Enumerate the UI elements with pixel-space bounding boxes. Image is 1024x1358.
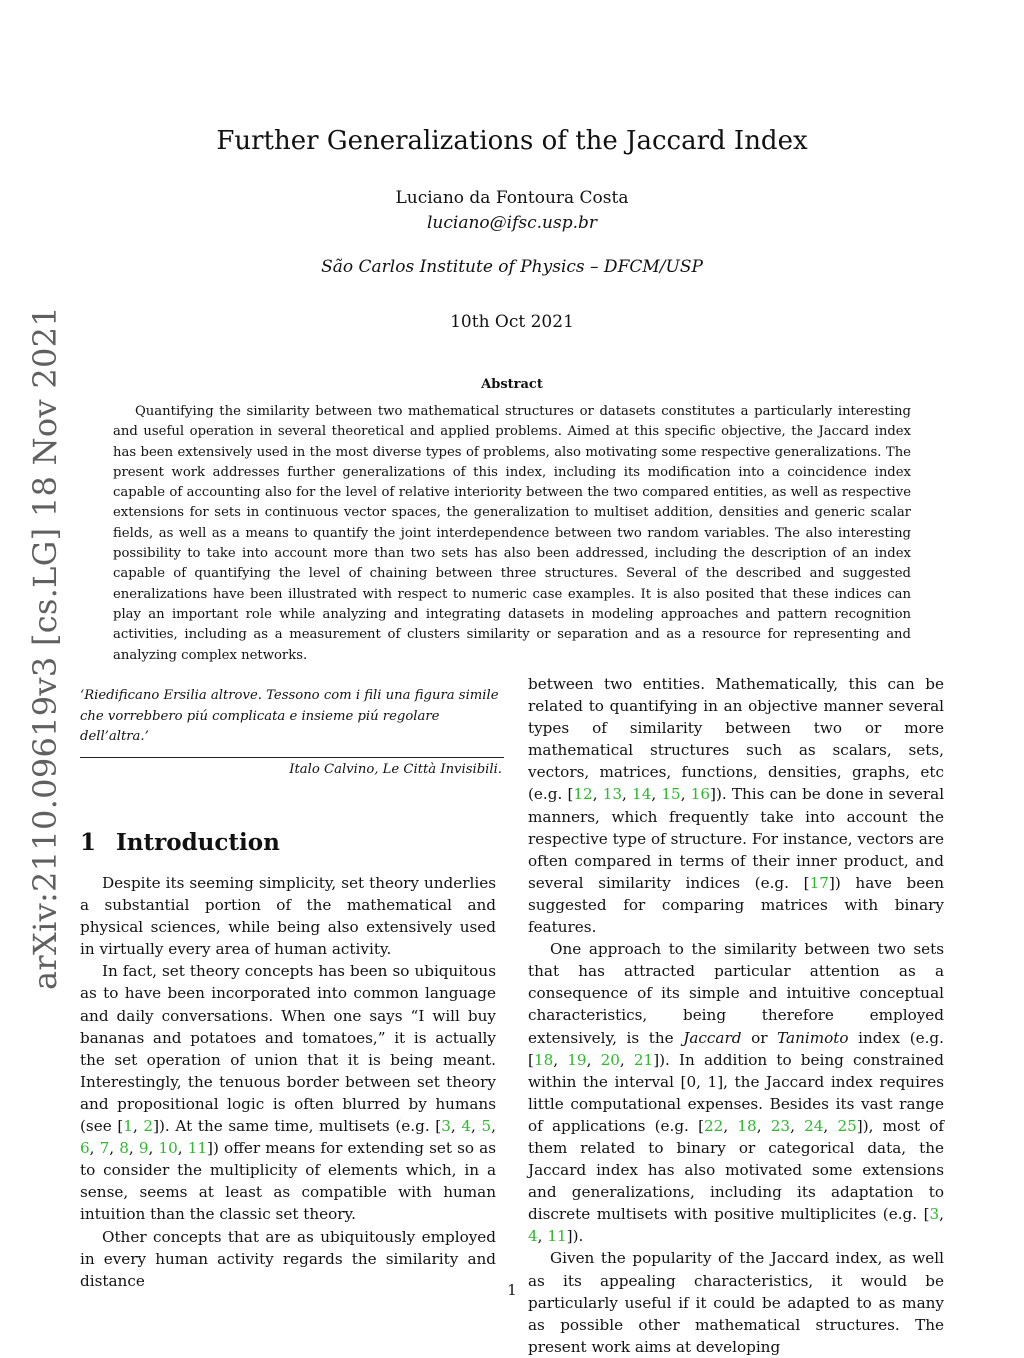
right-column: [528, 673, 944, 1358]
citation-link[interactable]: 8: [119, 1139, 129, 1158]
paragraph-text: ]). In addition to being constrained within the interval [0, 1], the Jaccard index requires little computational expenses. Besides its vast range of applications (e.g. [: [528, 1050, 944, 1135]
citation-link[interactable]: 12: [573, 785, 593, 804]
paragraph-text: or: [741, 1028, 778, 1047]
citation-group: 1, 2: [123, 1117, 154, 1136]
citation-link[interactable]: 4: [528, 1227, 538, 1246]
citation-link[interactable]: 22: [704, 1116, 724, 1135]
epigraph-attribution: Italo Calvino, Le Città Invisibili.: [289, 762, 502, 777]
paragraph: Other concepts that are as ubiquitously employed in every human activity regards the similarity and distance: [80, 1227, 496, 1290]
citation-link[interactable]: 20: [600, 1050, 620, 1069]
citation-link[interactable]: 7: [99, 1139, 110, 1158]
citation-link[interactable]: 6: [80, 1139, 90, 1158]
paragraph-text: ]), most of them related to binary or categorical data, the Jaccard index has also motivated some extensions and generalizations, including its adaptation to discrete multisets with positive multiplicites (e.g. [: [528, 1116, 945, 1224]
citation-link[interactable]: 13: [602, 785, 623, 804]
paragraph: Despite its seeming simplicity, set theory underlies a substantial portion of the mathematical and physical sciences, while being also extensively used in virtually every area of human activity.: [80, 874, 496, 959]
citation-link[interactable]: 9: [138, 1139, 149, 1158]
citation-group: 12, 13, 14, 15, 16: [573, 785, 711, 804]
paragraph: [528, 938, 944, 1247]
left-column: [80, 872, 496, 1292]
page-number: 1: [507, 1281, 517, 1299]
citation-group: [810, 874, 829, 892]
paragraph-text: ]) have been suggested for comparing matrices with binary features.: [528, 873, 944, 937]
citation-link[interactable]: 24: [804, 1116, 824, 1135]
citation-link[interactable]: 21: [633, 1050, 654, 1069]
author-name: Luciano da Fontoura Costa: [395, 188, 629, 208]
citation-link[interactable]: 5: [481, 1117, 492, 1136]
epigraph-quote: ‘Riedificano Ersilia altrove. Tessono com i fili una figura simile che vorrebbero piú complicata e insieme piú regolare dell’altra.’: [80, 688, 499, 744]
paragraph-text: ]) offer means for extending set so as to consider the multiplicity of elements which, in a sense, seems at least as compatible with human intuition than the classic set theory.: [80, 1139, 497, 1224]
section-heading: [80, 829, 280, 856]
paragraph-text: One approach to the similarity between two sets that has attracted particular attention as a consequence of its simple and intuitive conceptual characteristics, being therefore employed extensively, is the: [528, 940, 944, 1047]
citation-link[interactable]: 3: [441, 1117, 451, 1136]
arxiv-identifier: [20, 305, 70, 990]
citation-link[interactable]: 18: [737, 1116, 757, 1135]
paragraph-text: between two entities. Mathematically, this can be related to quantifying in an objective manner several types of similarity between two or more mathematical structures such as scalars, sets, vectors, matrices, functions, densities, graphs, etc (e.g. [: [528, 675, 944, 804]
abstract-text: Quantifying the similarity between two mathematical structures or datasets constitutes a particularly interesting and useful operation in several theoretical and applied problems. Aimed at this specific objective, the Jaccard index has been extensively used in the most diverse types of problems, also motivating some respective generalizations. The present work addresses further generalizations of this index, including its modification into a coincidence index capable of accounting also for the level of relative interiority between the two compared entities, as well as respective extensions for sets in continuous vector spaces, the generalization to multiset addition, densities and generic scalar fields, as well as a means to quantify the joint interdependence between two random variables. The also interesting possibility to take into account more than two sets has also been addressed, including the description of an index capable of quantifying the level of chaining between three structures. Several of the described and suggested eneralizations have been illustrated with respect to numeric case examples. It is also posited that these indices can play an important role while analyzing and integrating datasets in modeling approaches and pattern recognition activities, including as a measurement of clusters similarity or separation and as a resource for representing and analyzing complex networks.: [113, 404, 911, 663]
citation-link[interactable]: 3: [929, 1205, 940, 1224]
citation-group: 22, 18, 23, 24, 25: [704, 1116, 857, 1135]
paragraph-text: In fact, set theory concepts has been so ubiquitous as to have been incorporated into common language and daily conversations. When one says “I will buy bananas and potatoes and tomatoes,” it is actually the set operation of union that it is being meant. Interestingly, the tenuous border between set theory and propositional logic is often blurred by humans (see [: [80, 962, 496, 1136]
paragraph-text: index (e.g. [: [528, 1028, 944, 1069]
citation-link[interactable]: 18: [533, 1050, 554, 1069]
citation-link[interactable]: 1: [123, 1117, 133, 1136]
term-tanimoto: Tanimoto: [777, 1028, 849, 1047]
citation-group: 18, 19, 20, 21: [533, 1050, 654, 1069]
paragraph: [528, 673, 944, 938]
citation-link[interactable]: 23: [770, 1116, 791, 1135]
paper-title: Further Generalizations of the Jaccard Index: [216, 126, 808, 156]
citation-link[interactable]: 25: [837, 1116, 857, 1135]
citation-link[interactable]: 19: [567, 1050, 587, 1069]
section-title: Introduction: [116, 829, 280, 856]
citation-link[interactable]: 2: [143, 1117, 154, 1136]
paragraph-text: ]). At the same time, multisets (e.g. [: [153, 1117, 442, 1136]
citation-link[interactable]: 11: [187, 1139, 208, 1158]
epigraph-rule: [80, 757, 504, 758]
citation-link[interactable]: 14: [632, 785, 652, 804]
paper-date: 10th Oct 2021: [450, 312, 574, 332]
paragraph-text: ]). This can be done in several manners, which frequently take into account the respective type of structure. For instance, vectors are often compared in terms of their inner product, and several similarity indices (e.g. [: [528, 785, 945, 892]
citation-link[interactable]: 11: [547, 1227, 567, 1246]
section-number: 1: [80, 829, 97, 856]
citation-link[interactable]: 17: [809, 873, 829, 892]
citation-group: 3, 4, 11: [528, 1205, 944, 1246]
citation-link[interactable]: 10: [158, 1139, 178, 1158]
citation-link[interactable]: 15: [661, 785, 681, 804]
paragraph: Given the popularity of the Jaccard index, as well as its appealing characteristics, it would be particularly useful if it could be adapted to as many as possible other mathematical structures. The present work aims at developing: [528, 1249, 944, 1356]
paragraph: [80, 960, 496, 1225]
citation-link[interactable]: 4: [461, 1117, 472, 1136]
abstract-heading: Abstract: [481, 377, 543, 392]
author-institution: São Carlos Institute of Physics – DFCM/USP: [321, 257, 703, 277]
paragraph-text: ]).: [566, 1227, 584, 1246]
term-jaccard: Jaccard: [683, 1028, 742, 1047]
author-email[interactable]: luciano@ifsc.usp.br: [426, 213, 597, 233]
arxiv-identifier-text: arXiv:2110.09619v3 [cs.LG] 18 Nov 2021: [26, 305, 64, 990]
citation-group: 3, 4, 5, 6, 7, 8, 9, 10, 11: [80, 1117, 496, 1158]
citation-link[interactable]: 16: [690, 785, 711, 804]
